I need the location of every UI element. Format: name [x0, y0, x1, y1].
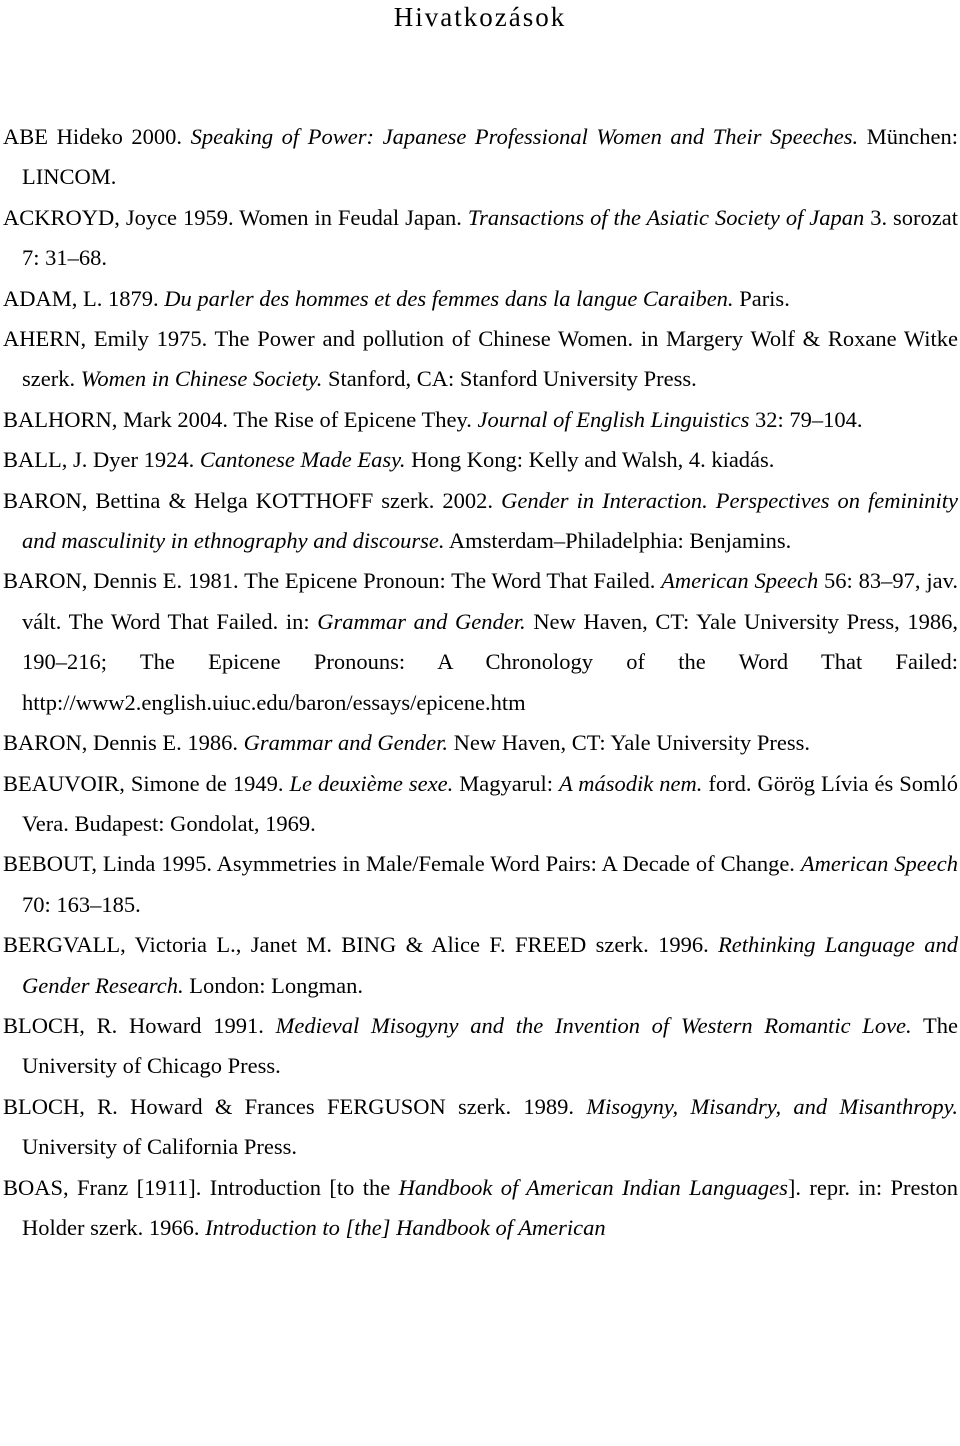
page-title: Hivatkozások — [393, 2, 567, 32]
reference-title-italic: A második nem. — [558, 770, 703, 796]
reference-text: ADAM, L. 1879. — [3, 285, 165, 311]
reference-text: BARON, Dennis E. 1986. — [3, 730, 244, 756]
reference-text: ]. repr. in: Preston Holder szerk. 1966. — [22, 1174, 958, 1240]
reference-text: BEAUVOIR, Simone de 1949. — [3, 770, 290, 796]
reference-text: 70: 163–185. — [22, 891, 141, 917]
reference-text: ACKROYD, Joyce 1959. Women in Feudal Japan. — [3, 204, 468, 230]
reference-title-italic: American Speech — [800, 851, 958, 877]
reference-text: Paris. — [733, 285, 790, 311]
reference-title-italic: Transactions of the Asiatic Society of Japan — [467, 204, 865, 230]
reference-entry — [0, 481, 958, 562]
reference-text: BLOCH, R. Howard & Frances FERGUSON szerk. 1989. — [3, 1093, 587, 1119]
reference-text: ABE Hideko 2000. — [3, 124, 191, 149]
reference-text: University of California Press. — [22, 1134, 297, 1160]
reference-text: Stanford, CA: Stanford University Press. — [322, 366, 697, 392]
reference-title-italic: Rethinking Language and Gender Research. — [22, 932, 958, 998]
reference-list — [0, 117, 958, 1248]
reference-title-italic: Medieval Misogyny and the Invention of Western Romantic Love. — [275, 1012, 912, 1038]
reference-entry — [0, 279, 958, 319]
reference-entry — [0, 319, 958, 400]
reference-text: BERGVALL, Victoria L., Janet M. BING & Alice F. FREED szerk. 1996. — [3, 932, 719, 958]
reference-text: BARON, Bettina & Helga KOTTHOFF szerk. 2002. — [3, 487, 502, 513]
reference-text: 56: 83–97, jav. vált. The Word That Failed. in: — [22, 568, 958, 634]
reference-text: 3. sorozat 7: 31–68. — [22, 204, 958, 271]
reference-text: Hong Kong: Kelly and Walsh, 4. kiadás. — [405, 447, 775, 473]
reference-title-italic: Speaking of Power: Japanese Professional Women and Their Speeches. — [190, 124, 859, 149]
reference-text: The University of Chicago Press. — [22, 1012, 958, 1079]
reference-text: London: Longman. — [183, 972, 363, 998]
reference-entry — [0, 400, 958, 440]
reference-entry — [0, 1006, 958, 1087]
reference-title-italic: Gender in Interaction. Perspectives on femininity and masculinity in ethnography and discourse. — [22, 487, 959, 554]
reference-title-italic: American Speech — [661, 568, 819, 594]
reference-entry — [0, 198, 958, 279]
reference-entry — [0, 1168, 958, 1249]
reference-entry — [0, 925, 958, 1006]
reference-title-italic: Journal of English Linguistics — [477, 406, 750, 432]
reference-title-italic: Grammar and Gender. — [243, 730, 448, 756]
reference-text: BLOCH, R. Howard 1991. — [3, 1012, 276, 1038]
reference-text: BARON, Dennis E. 1981. The Epicene Pronoun: The Word That Failed. — [3, 568, 662, 594]
reference-entry — [0, 561, 958, 723]
reference-title-italic: Le deuxième sexe. — [289, 770, 454, 796]
reference-entry — [0, 440, 958, 480]
reference-text: München: LINCOM. — [22, 124, 958, 190]
reference-entry — [0, 723, 958, 763]
reference-text: BOAS, Franz [1911]. Introduction [to the — [3, 1174, 399, 1200]
reference-entry — [0, 764, 958, 845]
reference-text: 32: 79–104. — [749, 406, 863, 432]
reference-title-italic: Handbook of American Indian Languages — [398, 1174, 788, 1200]
reference-title-italic: Grammar and Gender. — [317, 608, 526, 634]
reference-entry — [0, 1087, 958, 1168]
reference-title-italic: Du parler des hommes et des femmes dans la langue Caraiben. — [164, 285, 734, 311]
reference-text: ford. Görög Lívia és Somló Vera. Budapest: Gondolat, 1969. — [22, 770, 958, 836]
reference-title-italic: Cantonese Made Easy. — [199, 447, 406, 473]
reference-text: Magyarul: — [453, 770, 559, 796]
reference-text: BALL, J. Dyer 1924. — [3, 447, 200, 473]
reference-text: AHERN, Emily 1975. The Power and pollution of Chinese Women. in Margery Wolf & Roxane Witke szerk. — [3, 326, 958, 392]
reference-text: New Haven, CT: Yale University Press. — [448, 730, 810, 756]
reference-text: New Haven, CT: Yale University Press, 1986, 190–216; The Epicene Pronouns: A Chronology of the Word That Failed: http://www2.english.uiuc.edu/baron/essays/epicene.htm — [22, 608, 959, 715]
reference-entry — [0, 117, 958, 198]
reference-title-italic: Women in Chinese Society. — [80, 366, 323, 392]
reference-title-italic: Introduction to [the] Handbook of American — [205, 1214, 606, 1240]
reference-text: BALHORN, Mark 2004. The Rise of Epicene They. — [3, 406, 478, 432]
reference-entry — [0, 844, 958, 925]
reference-title-italic: Misogyny, Misandry, and Misanthropy. — [586, 1093, 958, 1119]
reference-text: Amsterdam–Philadelphia: Benjamins. — [444, 528, 792, 554]
reference-text: BEBOUT, Linda 1995. Asymmetries in Male/Female Word Pairs: A Decade of Change. — [3, 851, 801, 877]
